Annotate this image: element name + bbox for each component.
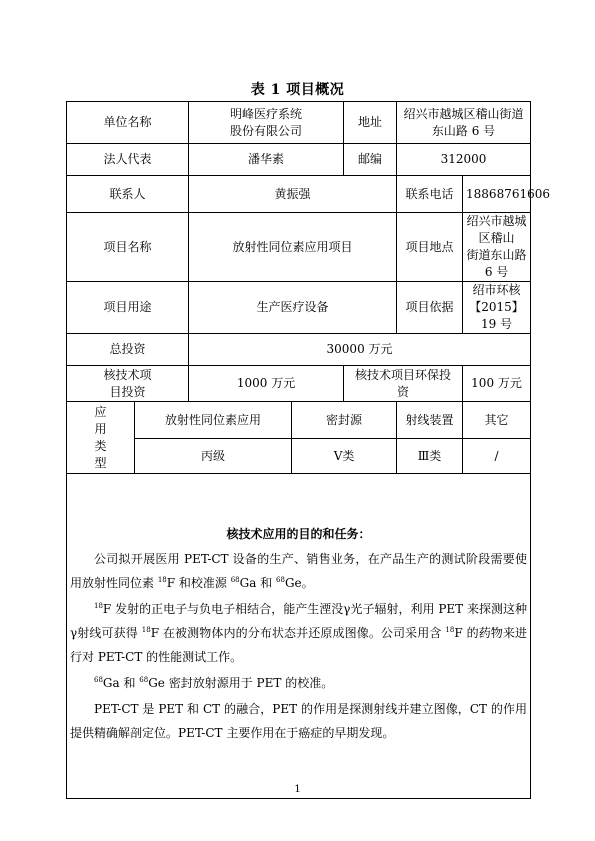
- legal-rep-label: 法人代表: [67, 144, 189, 176]
- table-row: [67, 144, 531, 176]
- usage-type-label: [67, 402, 135, 474]
- nuclear-invest-value: 1000 万元: [189, 366, 344, 402]
- table-row: [67, 282, 531, 334]
- unit-name-value: [189, 102, 344, 144]
- usage-type-char: 类: [94, 438, 107, 453]
- purpose-value: 生产医疗设备: [189, 282, 397, 334]
- contact-value: 黄振强: [189, 176, 397, 213]
- usage-type-char: 应: [94, 404, 107, 419]
- table-row: [67, 366, 531, 402]
- usage-header-other: 其它: [463, 402, 531, 439]
- nuclear-invest-label-line: 目投资: [109, 384, 146, 399]
- usage-type-char: 用: [94, 421, 107, 436]
- nuclear-invest-label-line: 核技术项: [103, 367, 152, 382]
- nuclear-purpose-section: [67, 474, 531, 799]
- phone-value: 18868761606: [463, 176, 531, 213]
- usage-header-ray-device: 射线装置: [397, 402, 463, 439]
- purpose-label: 项目用途: [67, 282, 189, 334]
- phone-label: 联系电话: [397, 176, 463, 213]
- page-number: 1: [294, 784, 301, 795]
- section-heading: 核技术应用的目的和任务：: [226, 526, 371, 541]
- contact-label: 联系人: [67, 176, 189, 213]
- paragraph: $^{68}$Ga 和 $^{68}$Ge 密封放射源用于 PET 的校准。: [94, 675, 334, 690]
- usage-type-char: 型: [94, 455, 107, 470]
- unit-name-line: 股份有限公司: [230, 123, 303, 138]
- unit-name-line: 明峰医疗系统: [230, 106, 303, 121]
- table-row: [67, 213, 531, 282]
- table-row: [67, 102, 531, 144]
- project-name-label: 项目名称: [67, 213, 189, 282]
- usage-header-isotope: 放射性同位素应用: [135, 402, 292, 439]
- project-overview-table: [66, 101, 551, 799]
- env-invest-label-line: 核技术项目环保投: [355, 367, 452, 382]
- table-row: [67, 334, 531, 366]
- table-row: [67, 474, 531, 799]
- postcode-label: 邮编: [344, 144, 397, 176]
- project-site-value: [463, 213, 531, 282]
- total-invest-value: 30000 万元: [189, 334, 531, 366]
- table-row: [67, 439, 531, 474]
- paragraph: $^{18}$F 发射的正电子与负电子相结合，能产生湮没γ光子辐射，利用 PET 来探测这种γ射线可获得 $^{18}$F 在被测物体内的分布状态并还原成图像。公司采用含 $^{18}$F 的药物来进行对 PET-CT 的性能测试工作。: [70, 601, 528, 664]
- address-label: 地址: [344, 102, 397, 144]
- usage-value-ray-device: Ⅲ类: [397, 439, 463, 474]
- nuclear-invest-label: [67, 366, 189, 402]
- basis-label: 项目依据: [397, 282, 463, 334]
- address-line: 东山路 6 号: [431, 123, 496, 138]
- project-site-label: 项目地点: [397, 213, 463, 282]
- address-line: 绍兴市越城区稽山街道: [403, 106, 524, 121]
- basis-line: 绍市环核【2015】: [469, 283, 524, 314]
- usage-value-isotope: 丙级: [135, 439, 292, 474]
- env-invest-label-line: 资: [397, 384, 410, 399]
- env-invest-label: [344, 366, 463, 402]
- paragraph: 公司拟开展医用 PET-CT 设备的生产、销售业务，在产品生产的测试阶段需要使用放射性同位素 $^{18}$F 和校准源 $^{68}$Ga 和 $^{68}$Ge。: [70, 551, 528, 590]
- paragraph: PET-CT 是 PET 和 CT 的融合，PET 的作用是探测射线并建立图像，CT 的作用提供精确解剖定位。PET-CT 主要作用在于癌症的早期发现。: [70, 701, 528, 740]
- basis-value: [463, 282, 531, 334]
- usage-value-sealed-source: Ⅴ类: [292, 439, 397, 474]
- usage-header-sealed-source: 密封源: [292, 402, 397, 439]
- project-site-line: 街道东山路 6 号: [466, 248, 527, 279]
- basis-line: 19 号: [480, 317, 513, 331]
- legal-rep-value: 潘华素: [189, 144, 344, 176]
- project-site-line: 绍兴市越城区稽山: [466, 214, 527, 245]
- table-row: [67, 176, 531, 213]
- total-invest-label: 总投资: [67, 334, 189, 366]
- page-title: 表 1 项目概况: [250, 82, 345, 98]
- address-value: [397, 102, 531, 144]
- postcode-value: 312000: [397, 144, 531, 176]
- table-row: [67, 402, 531, 439]
- usage-value-other: /: [463, 439, 531, 474]
- project-name-value: 放射性同位素应用项目: [189, 213, 397, 282]
- env-invest-value: 100 万元: [463, 366, 531, 402]
- unit-name-label: 单位名称: [67, 102, 189, 144]
